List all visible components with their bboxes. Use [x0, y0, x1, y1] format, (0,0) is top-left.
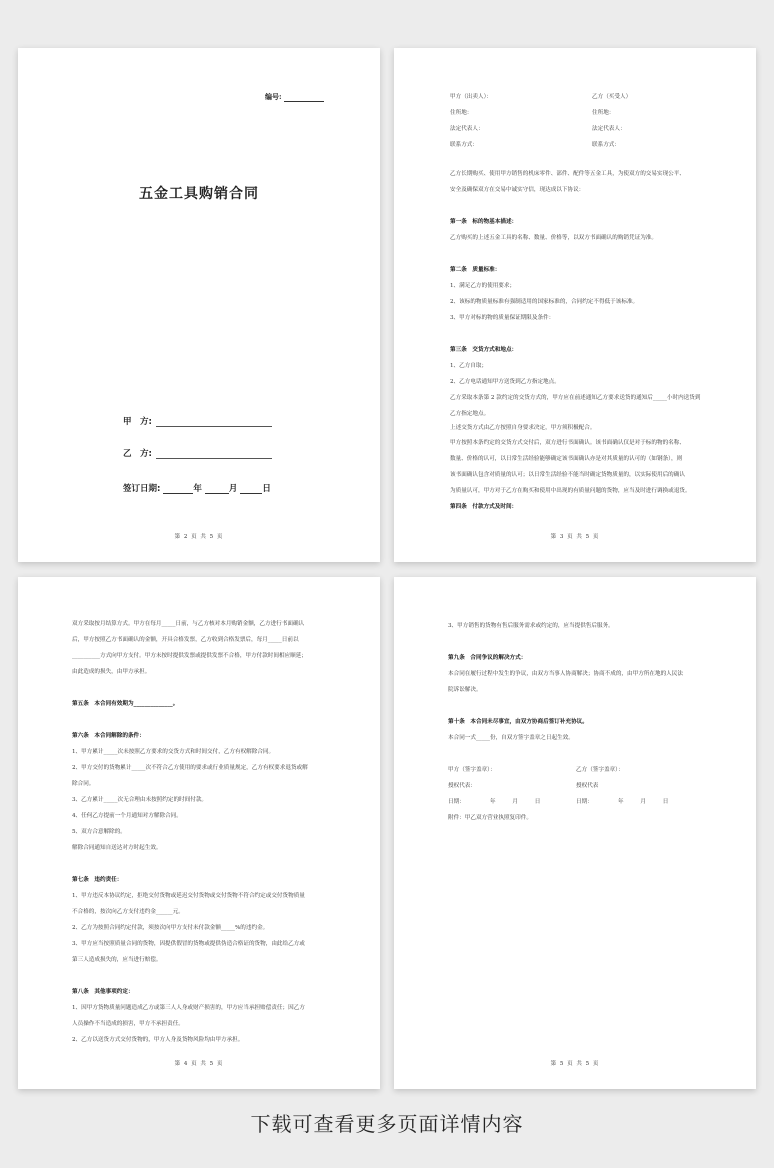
- text-line: 1、满足乙方的使用要求；: [450, 283, 516, 289]
- text-line: 1、甲方累计_____次未按照乙方要求的交货方式和时间交付，乙方有权解除合同。: [72, 749, 275, 755]
- text-line: 日期： 年 月 日: [448, 799, 541, 805]
- text-line: 由此造成的损失，由甲方承担。: [72, 669, 151, 675]
- text-line: 住所地：: [592, 110, 615, 116]
- text-line: 2、乙方以送货方式交付货物的，甲方人身及货物风险均由甲方承担。: [72, 1037, 244, 1043]
- text-line: 日期： 年 月 日: [576, 799, 669, 805]
- text-line: 2、乙方电话通知甲方送货到乙方指定地点。: [450, 379, 560, 385]
- text-line: 乙方（签字盖章）：: [576, 767, 624, 773]
- clause-heading: 第四条 付款方式及时间：: [450, 504, 518, 510]
- party-b-row: [123, 447, 272, 459]
- text-line: 本合同一式_____份，自双方签字盖章之日起生效。: [448, 735, 574, 741]
- text-line: 上述交货方式由乙方按照自身要求决定，甲方须积极配合。: [450, 425, 596, 431]
- text-line: 住所地：: [450, 110, 473, 116]
- text-line: 该书面确认包含对质量的认可；以日常生活经验不能当时确定货物质量的，以实际使用后的确认: [450, 472, 685, 478]
- text-line: 2、乙方为按照合同约定付款，须按次向甲方支付未付款金额_____%的违约金。: [72, 925, 269, 931]
- text-line: 双方采取按月结算方式。甲方在每月_____日前，与乙方核对本月购销金额，乙方进行书面确认: [72, 621, 305, 627]
- party-a-label: 甲 方:: [123, 417, 152, 427]
- text-line: 3、甲方应当按照质量合同的货物，因提供假冒的货物或提供伪造合格证的货物，由此给乙方或: [72, 941, 305, 947]
- clause-heading: 第一条 标的物基本描述：: [450, 219, 518, 225]
- clause-heading: 第三条 交货方式和地点：: [450, 347, 518, 353]
- clause-heading: 第七条 违约责任：: [72, 877, 123, 883]
- download-hint: 下载可查看更多页面详情内容: [250, 1112, 524, 1136]
- text-line: 3、甲方销售的货物有售后服务需求或约定的，应当提供售后服务。: [448, 623, 614, 629]
- clause-heading: 第八条 其他事项约定：: [72, 989, 134, 995]
- party-b-label: 乙 方:: [123, 449, 152, 459]
- day-blank: [240, 484, 262, 494]
- clause-heading: 第二条 质量标准：: [450, 267, 501, 273]
- text-line: 1、甲方违反本协议约定，拒绝交付货物或延迟交付货物或交付货物不符合约定或交付货物质量: [72, 893, 305, 899]
- page-number: 第 5 页 共 5 页: [550, 1061, 600, 1067]
- page-number: 第 2 页 共 5 页: [174, 534, 224, 540]
- text-line: 联系方式：: [450, 142, 478, 148]
- text-line: 院诉讼解决。: [448, 687, 482, 693]
- text-line: 联系方式：: [592, 142, 620, 148]
- clause-heading: 第六条 本合同解除的条件：: [72, 733, 145, 739]
- contract-number-label: 编号:: [265, 92, 282, 101]
- contract-number: [265, 92, 324, 102]
- cover-page: [18, 48, 380, 562]
- contract-page-4: [18, 577, 380, 1089]
- text-line: 2、甲方交付的货物累计_____次不符合乙方使用的要求或行业质量规定，乙方有权要求退货或解: [72, 765, 308, 771]
- text-line: 3、甲方对标的物的质量保证期限及条件：: [450, 315, 555, 321]
- text-line: __________方式向甲方支付。甲方未按时提供发票或提供发票不合格，甲方付款时间相应顺延；: [72, 653, 307, 659]
- year-label: 年: [193, 484, 202, 494]
- party-a-blank: [156, 416, 272, 427]
- text-line: 人员操作不当造成的损害，甲方不承担责任。: [72, 1021, 184, 1027]
- party-a-row: [123, 415, 272, 427]
- text-line: 授权代表: [576, 783, 599, 789]
- sign-date-label: 签订日期:: [123, 484, 161, 494]
- text-line: 乙方指定地点。: [450, 411, 490, 417]
- text-line: 乙方（买受人）: [592, 94, 632, 100]
- contract-page-5: [394, 577, 756, 1089]
- text-line: 不合格的，按次向乙方支付违约金______元。: [72, 909, 184, 915]
- text-line: 后，甲方按照乙方书面确认的金额，开具合格发票，乙方收到合格发票后，每月_____日前以: [72, 637, 299, 643]
- text-line: 甲方按照本条约定的交货方式交付后，双方进行书面确认。该书面确认仅是对于标的物的名称、: [450, 440, 685, 446]
- year-blank: [163, 484, 193, 494]
- text-line: 授权代表：: [448, 783, 476, 789]
- text-line: 3、乙方累计_____次无合理由未按照约定的时间付款。: [72, 797, 208, 803]
- text-line: 甲方（签字盖章）：: [448, 767, 496, 773]
- text-line: 为质量认可，甲方对于乙方在购买和使用中出现的有质量问题的货物，应当及时进行调换或退货。: [450, 488, 691, 494]
- clause-heading: 第九条 合同争议的解决方式：: [448, 655, 527, 661]
- page-number: 第 3 页 共 5 页: [550, 534, 600, 540]
- page-number: 第 4 页 共 5 页: [174, 1061, 224, 1067]
- text-line: 1、乙方自取；: [450, 363, 488, 369]
- text-line: 5、双方合意解除的。: [72, 829, 126, 835]
- text-line: 1、因甲方货物质量问题造成乙方或第三人人身或财产损害的，甲方应当承担赔偿责任；因乙方: [72, 1005, 305, 1011]
- text-line: 4、任何乙方提前一个月通知对方解除合同。: [72, 813, 182, 819]
- text-line: 数量、价格的认可，以日常生活经验能够确定该书面确认亦是对其质量的认可的（如钢条），则: [450, 456, 683, 462]
- text-line: 乙方采取本条第 2 款约定的交货方式的，甲方应在前述通知乙方要求送货的通知后_____小时内送货到: [450, 395, 701, 401]
- clause-heading: 第十条 本合同未尽事宜，由双方协商后签订补充协议。: [448, 719, 588, 725]
- text-line: 安全及确保双方在交易中诚实守信，现达成以下协议：: [450, 187, 585, 193]
- clause-heading: 第五条 本合同有效期为______________。: [72, 701, 179, 707]
- text-line: 第三人造成损失的，应当进行赔偿。: [72, 957, 162, 963]
- sign-date-row: [123, 482, 271, 494]
- text-line: 除合同。: [72, 781, 95, 787]
- contract-title: 五金工具购销合同: [139, 186, 259, 202]
- month-label: 月: [228, 484, 238, 494]
- text-line: 2、该标的物质量标准有强制适用的国家标准的，合同约定不得低于该标准。: [450, 299, 639, 305]
- contract-page-3: [394, 48, 756, 562]
- text-line: 本合同在履行过程中发生的争议，由双方当事人协商解决；协商不成的，由甲方所在地的人民法: [448, 671, 683, 677]
- contract-number-blank: [284, 93, 324, 102]
- text-line: 法定代表人：: [450, 126, 484, 132]
- text-line: 附件：甲乙双方营业执照复印件。: [448, 815, 532, 821]
- party-b-blank: [156, 448, 272, 459]
- text-line: 乙方长期购买、使用甲方销售的机床零件、部件、配件等五金工具，为使双方的交易实现公平、: [450, 171, 685, 177]
- text-line: 法定代表人：: [592, 126, 626, 132]
- text-line: 解除合同通知自送达对方时起生效。: [72, 845, 162, 851]
- day-label: 日: [262, 484, 271, 494]
- text-line: 乙方购买的上述五金工具的名称、数量、价格等，以双方书面确认的购销凭证为准。: [450, 235, 657, 241]
- month-blank: [205, 484, 229, 494]
- text-line: 甲方（出卖人）：: [450, 94, 492, 100]
